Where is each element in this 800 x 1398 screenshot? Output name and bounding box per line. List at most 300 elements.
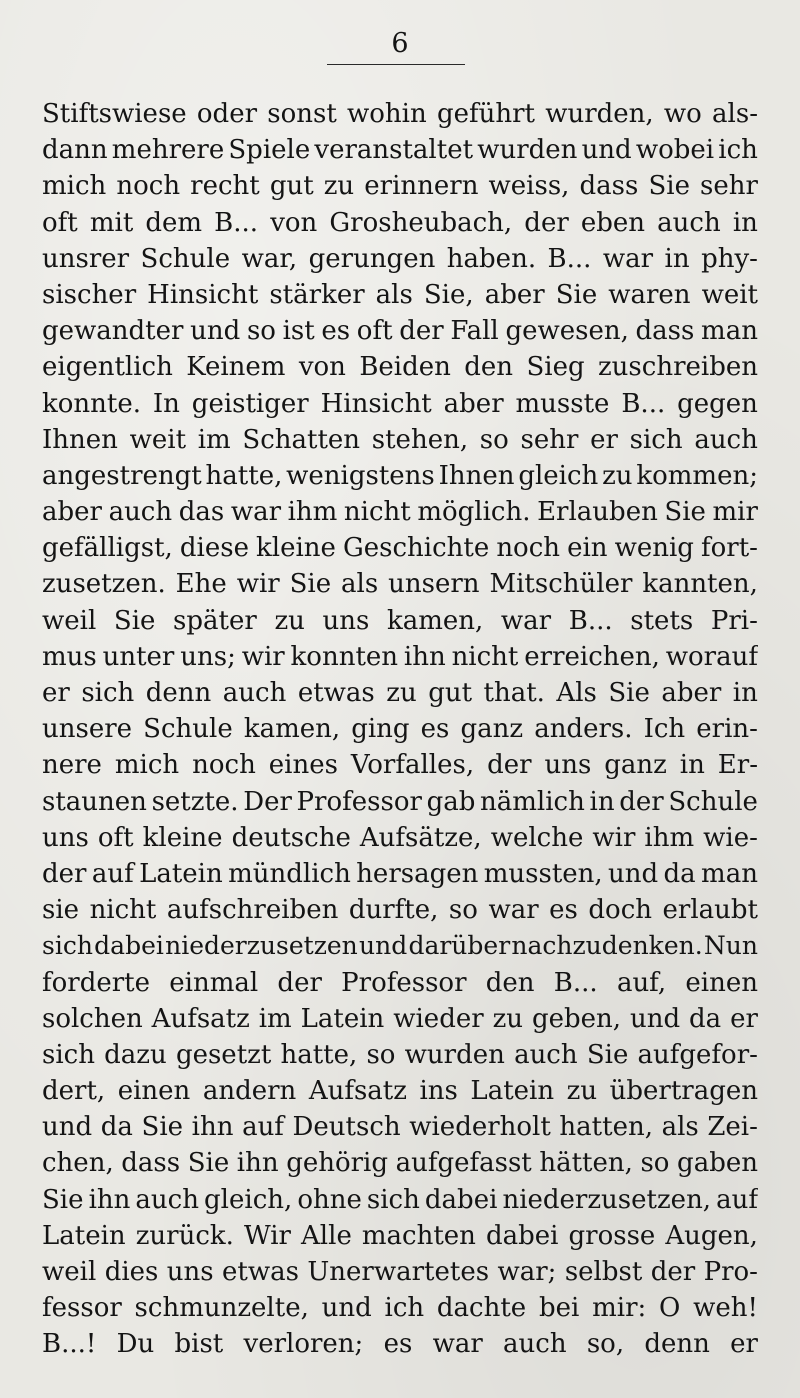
word: hersagen	[356, 858, 479, 889]
word: Mitschüler	[489, 569, 633, 600]
word: ihm	[287, 497, 338, 528]
text-line	[42, 313, 758, 349]
text-line	[42, 1001, 758, 1037]
word: konnten	[290, 641, 399, 672]
word: gut	[428, 678, 473, 708]
word: uns	[322, 605, 370, 636]
word: noch	[116, 171, 181, 202]
word: wieder	[393, 1003, 484, 1034]
text-line	[42, 422, 758, 458]
word: stehen,	[371, 424, 469, 455]
text-line	[42, 928, 758, 964]
word: eines	[268, 750, 338, 781]
word: nicht	[343, 497, 411, 528]
word: ein	[567, 533, 608, 564]
word: haben.	[446, 243, 537, 274]
word: Grosheubach,	[329, 207, 513, 238]
word: fort-	[701, 533, 758, 564]
word: in	[679, 750, 705, 781]
text-line	[42, 386, 758, 422]
word: aufgefasst	[395, 1148, 532, 1179]
word: Stiftswiese	[42, 99, 187, 129]
word: war,	[241, 243, 298, 274]
page-number: 6	[391, 28, 409, 59]
word: gaben	[677, 1148, 758, 1179]
word: kommen;	[636, 460, 758, 491]
word: Geschichte	[342, 533, 490, 564]
word: zu	[492, 1003, 524, 1034]
word: und	[42, 1112, 93, 1143]
word: andern	[202, 1076, 297, 1107]
word: Erlauben	[537, 497, 658, 528]
word: Sie	[141, 1112, 184, 1143]
word: dachte	[436, 1293, 527, 1324]
word: von	[270, 207, 318, 238]
text-line	[42, 168, 758, 204]
word: im	[258, 1003, 292, 1034]
word: musste	[515, 388, 610, 419]
word: auch	[694, 424, 758, 455]
word: Sie	[608, 678, 650, 708]
text-line	[42, 1073, 758, 1109]
text-line	[42, 349, 758, 385]
word: ging	[351, 714, 410, 745]
text-line	[42, 1037, 758, 1073]
word: Augen,	[665, 1220, 758, 1251]
word: dass	[635, 316, 695, 347]
word: stets	[630, 605, 694, 636]
word: es	[420, 714, 450, 745]
word: weit	[701, 279, 758, 310]
word: that.	[483, 678, 545, 708]
word: da	[663, 858, 696, 889]
word: grosse	[568, 1220, 656, 1251]
word: Aufsätze,	[359, 822, 482, 853]
word: auch	[657, 207, 721, 238]
word: worauf	[665, 641, 758, 672]
word: oft	[42, 207, 78, 238]
word: wir	[241, 641, 285, 672]
text-line	[42, 132, 758, 168]
word: niederzusetzen,	[502, 1184, 712, 1215]
word: darüber	[408, 931, 511, 961]
word: mich	[114, 750, 180, 781]
word: nicht	[89, 895, 157, 926]
word: es	[383, 1329, 413, 1360]
word: oft	[97, 822, 134, 853]
word: später	[173, 605, 257, 636]
word: wiederholt	[409, 1112, 551, 1143]
word: niederzusetzen	[165, 931, 358, 961]
word: ihn	[403, 641, 446, 672]
word: kleine	[256, 533, 336, 564]
word: auf	[91, 858, 134, 889]
word: noch	[192, 750, 256, 781]
word: man	[701, 858, 758, 889]
word: und	[321, 1293, 372, 1324]
word: der	[277, 967, 322, 998]
word: Beiden	[359, 352, 451, 383]
word: deutsche	[231, 822, 351, 853]
text-line	[42, 241, 758, 277]
word: sich	[42, 931, 93, 961]
word: war	[602, 243, 654, 274]
word: Schule	[143, 714, 233, 745]
word: Latein	[139, 858, 223, 889]
word: B...	[553, 967, 598, 998]
word: nere	[42, 750, 102, 781]
word: forderte	[42, 967, 150, 998]
word: ganz	[460, 714, 524, 745]
word: denn	[644, 1329, 710, 1360]
word: sonst	[267, 99, 337, 129]
text-line	[42, 603, 758, 639]
word: staunen	[42, 786, 147, 817]
word: Sie	[42, 1184, 84, 1215]
text-line	[42, 458, 758, 494]
word: wobei	[635, 135, 715, 166]
word: so	[479, 424, 509, 455]
word: stärker	[269, 279, 365, 310]
word: etwas	[222, 1257, 299, 1287]
word: ins	[419, 1076, 458, 1107]
word: dem	[145, 207, 203, 238]
word: in	[732, 207, 758, 238]
word: hätten,	[539, 1148, 633, 1179]
word: in	[589, 786, 615, 817]
word: da	[100, 1112, 133, 1143]
word: Zei-	[707, 1112, 758, 1143]
word: der	[619, 786, 664, 817]
word: zu	[386, 678, 417, 708]
word: durfte,	[348, 895, 439, 926]
word: er	[730, 1329, 758, 1360]
word: wo	[663, 99, 702, 129]
word: der	[650, 1257, 696, 1287]
word: war;	[497, 1257, 557, 1287]
word: der	[487, 750, 532, 781]
word: gesetzt	[175, 1039, 272, 1070]
word: unsern	[388, 569, 480, 600]
word: geistiger	[191, 388, 309, 419]
word: erin-	[696, 714, 758, 745]
text-line	[42, 566, 758, 602]
word: phy-	[701, 243, 758, 274]
word: Professor	[296, 786, 422, 817]
word: erlaubt	[662, 895, 758, 926]
word: waren	[608, 279, 691, 310]
word: schmunzelte,	[134, 1293, 309, 1324]
text-line	[42, 1182, 758, 1218]
word: kleine	[142, 822, 223, 853]
word: auch	[222, 678, 287, 708]
word: B...	[214, 207, 259, 238]
text-line	[42, 96, 758, 132]
word: oft	[356, 316, 393, 347]
word: so	[366, 1039, 396, 1070]
word: Du	[116, 1329, 155, 1360]
word: wurden	[404, 1039, 505, 1070]
text-line	[42, 820, 758, 856]
word: auch	[108, 497, 173, 528]
word: weil	[42, 1257, 97, 1287]
word: Latein	[470, 1076, 555, 1107]
word: so	[246, 316, 276, 347]
word: O	[659, 1293, 681, 1324]
word: und	[190, 316, 241, 347]
word: dabei	[485, 1220, 559, 1251]
word: veranstaltet	[314, 135, 474, 166]
word: mus	[42, 641, 97, 672]
word: zu	[566, 1076, 598, 1107]
word: Keinem	[186, 352, 286, 383]
word: sischer	[42, 279, 137, 310]
word: es	[321, 316, 351, 347]
word: in	[732, 678, 758, 708]
word: gleich,	[204, 1184, 293, 1215]
word: Sieg	[526, 352, 585, 383]
text-line	[42, 1290, 758, 1326]
word: möglich.	[417, 497, 531, 528]
word: Sie	[648, 171, 690, 202]
word: zuschreiben	[597, 352, 758, 383]
word: sehr	[700, 171, 758, 202]
word: machten	[361, 1220, 476, 1251]
word: ich	[718, 135, 758, 166]
word: so,	[586, 1329, 625, 1360]
word: gut	[269, 171, 314, 202]
word: hatten,	[559, 1112, 653, 1143]
text-line	[42, 675, 758, 711]
word: Pri-	[710, 605, 758, 636]
word: gewandter	[42, 316, 184, 347]
word: war	[230, 497, 281, 528]
text-line	[42, 747, 758, 783]
word: sie	[42, 895, 80, 926]
word: eigentlich	[42, 352, 173, 383]
text-line	[42, 784, 758, 820]
word: war	[500, 605, 552, 636]
word: ihm	[644, 822, 695, 853]
word: von	[298, 352, 346, 383]
word: der	[42, 858, 87, 889]
word: B...	[621, 388, 666, 419]
word: gefälligst,	[42, 533, 173, 564]
text-line	[42, 1109, 758, 1145]
text-line	[42, 494, 758, 530]
word: als-	[712, 99, 758, 129]
word: Sie	[586, 1039, 629, 1070]
word: mit	[89, 207, 134, 238]
word: B...!	[42, 1329, 97, 1360]
word: im	[197, 424, 231, 455]
word: ist	[282, 316, 315, 347]
word: einen	[117, 1076, 191, 1107]
word: nachzudenken.	[511, 931, 703, 961]
word: mir	[712, 497, 758, 528]
word: denn	[145, 678, 212, 708]
word: doch	[588, 895, 652, 926]
word: chen,	[42, 1148, 114, 1179]
word: auch	[135, 1184, 199, 1215]
word: ich	[384, 1293, 425, 1324]
word: als	[661, 1112, 699, 1143]
word: den	[485, 967, 535, 998]
word: wurden,	[545, 99, 654, 129]
word: weiss,	[488, 171, 570, 202]
word: Sie,	[423, 279, 474, 310]
word: setzte.	[151, 786, 239, 817]
word: gehörig	[286, 1148, 389, 1179]
word: weh!	[693, 1293, 758, 1324]
word: zu	[602, 460, 633, 491]
word: anders.	[534, 714, 633, 745]
word: dies	[104, 1257, 159, 1287]
text-line	[42, 1326, 758, 1362]
word: Sie	[555, 279, 598, 310]
word: ihn	[236, 1148, 279, 1179]
word: ohne	[297, 1184, 362, 1215]
word: bei	[538, 1293, 580, 1324]
word: dabei	[424, 1184, 498, 1215]
word: dert,	[42, 1076, 106, 1107]
word: gleich	[518, 460, 599, 491]
word: mir:	[592, 1293, 647, 1324]
word: der	[399, 316, 444, 347]
word: Er-	[717, 750, 758, 781]
word: Wir	[243, 1220, 291, 1251]
word: verloren;	[243, 1329, 364, 1360]
word: war	[488, 895, 539, 926]
word: auf	[242, 1112, 284, 1143]
word: Fall	[450, 316, 499, 347]
word: Schule	[140, 243, 231, 274]
word: bist	[174, 1329, 224, 1360]
word: Nun	[703, 931, 758, 961]
word: Schatten	[242, 424, 361, 455]
word: hatte,	[280, 1039, 358, 1070]
body-text	[42, 96, 758, 1363]
word: zusetzen.	[42, 569, 166, 600]
word: Ihnen	[42, 424, 118, 455]
text-line	[42, 530, 758, 566]
word: ihn	[88, 1184, 131, 1215]
word: den	[464, 352, 514, 383]
word: wie-	[703, 822, 758, 853]
word: uns	[166, 1257, 214, 1287]
word: hatte,	[205, 460, 283, 491]
word: ganz	[604, 750, 667, 781]
word: Hinsicht	[147, 279, 259, 310]
word: aber	[42, 497, 102, 528]
word: Sie	[187, 1148, 230, 1179]
word: unter	[102, 641, 175, 672]
word: Deutsch	[292, 1112, 401, 1143]
word: nicht	[451, 641, 519, 672]
text-line	[42, 892, 758, 928]
text-line	[42, 1254, 758, 1290]
word: erinnern	[364, 171, 479, 202]
word: recht	[190, 171, 260, 202]
word: selbst	[564, 1257, 643, 1287]
word: unsrer	[42, 243, 130, 274]
text-line	[42, 1218, 758, 1254]
word: Unerwartetes	[307, 1257, 490, 1287]
text-line	[42, 205, 758, 241]
word: sehr	[520, 424, 579, 455]
word: B...	[568, 605, 613, 636]
word: zurück.	[135, 1220, 234, 1251]
word: Pro-	[703, 1257, 758, 1287]
word: sich	[42, 1039, 95, 1070]
word: mehrere	[111, 135, 225, 166]
word: wurden	[477, 135, 578, 166]
word: aber	[443, 388, 504, 419]
text-line	[42, 856, 758, 892]
word: nämlich	[480, 786, 585, 817]
word: wir	[592, 822, 636, 853]
word: gewesen,	[505, 316, 629, 347]
word: In	[152, 388, 180, 419]
word: dass	[121, 1148, 181, 1179]
word: Vorfalles,	[350, 750, 475, 781]
word: aber	[661, 678, 722, 708]
word: Professor	[341, 967, 467, 998]
word: auf	[716, 1184, 758, 1215]
word: weil	[42, 605, 97, 636]
word: Der	[243, 786, 292, 817]
word: Schule	[668, 786, 758, 817]
word: auch	[503, 1329, 567, 1360]
word: weit	[129, 424, 187, 455]
word: das	[178, 497, 225, 528]
word: wenigstens	[286, 460, 435, 491]
word: und	[359, 931, 408, 961]
word: zu	[323, 171, 355, 202]
word: kannten,	[642, 569, 758, 600]
word: oder	[196, 99, 258, 129]
word: uns	[544, 750, 592, 781]
word: einen	[685, 967, 758, 998]
word: Latein	[42, 1220, 126, 1251]
word: so	[640, 1148, 670, 1179]
word: er	[42, 678, 70, 708]
word: sich	[81, 678, 135, 708]
word: aufgefor-	[637, 1039, 758, 1070]
word: Ihnen	[438, 460, 515, 491]
word: so	[448, 895, 478, 926]
word: dabei	[94, 931, 164, 961]
word: Sie	[664, 497, 706, 528]
word: ihn	[191, 1112, 234, 1143]
word: einmal	[169, 967, 259, 998]
word: welche	[490, 822, 584, 853]
word: fessor	[42, 1293, 122, 1324]
text-line	[42, 277, 758, 313]
word: in	[664, 243, 690, 274]
word: geführt	[436, 99, 535, 129]
word: Sie	[289, 569, 332, 600]
word: Alle	[301, 1220, 352, 1251]
word: und	[608, 858, 659, 889]
word: geben,	[531, 1003, 622, 1034]
word: etwas	[297, 678, 375, 708]
header-rule	[327, 64, 465, 65]
word: mich	[42, 171, 107, 202]
word: sich	[629, 424, 683, 455]
text-line	[42, 639, 758, 675]
word: B...	[547, 243, 592, 274]
